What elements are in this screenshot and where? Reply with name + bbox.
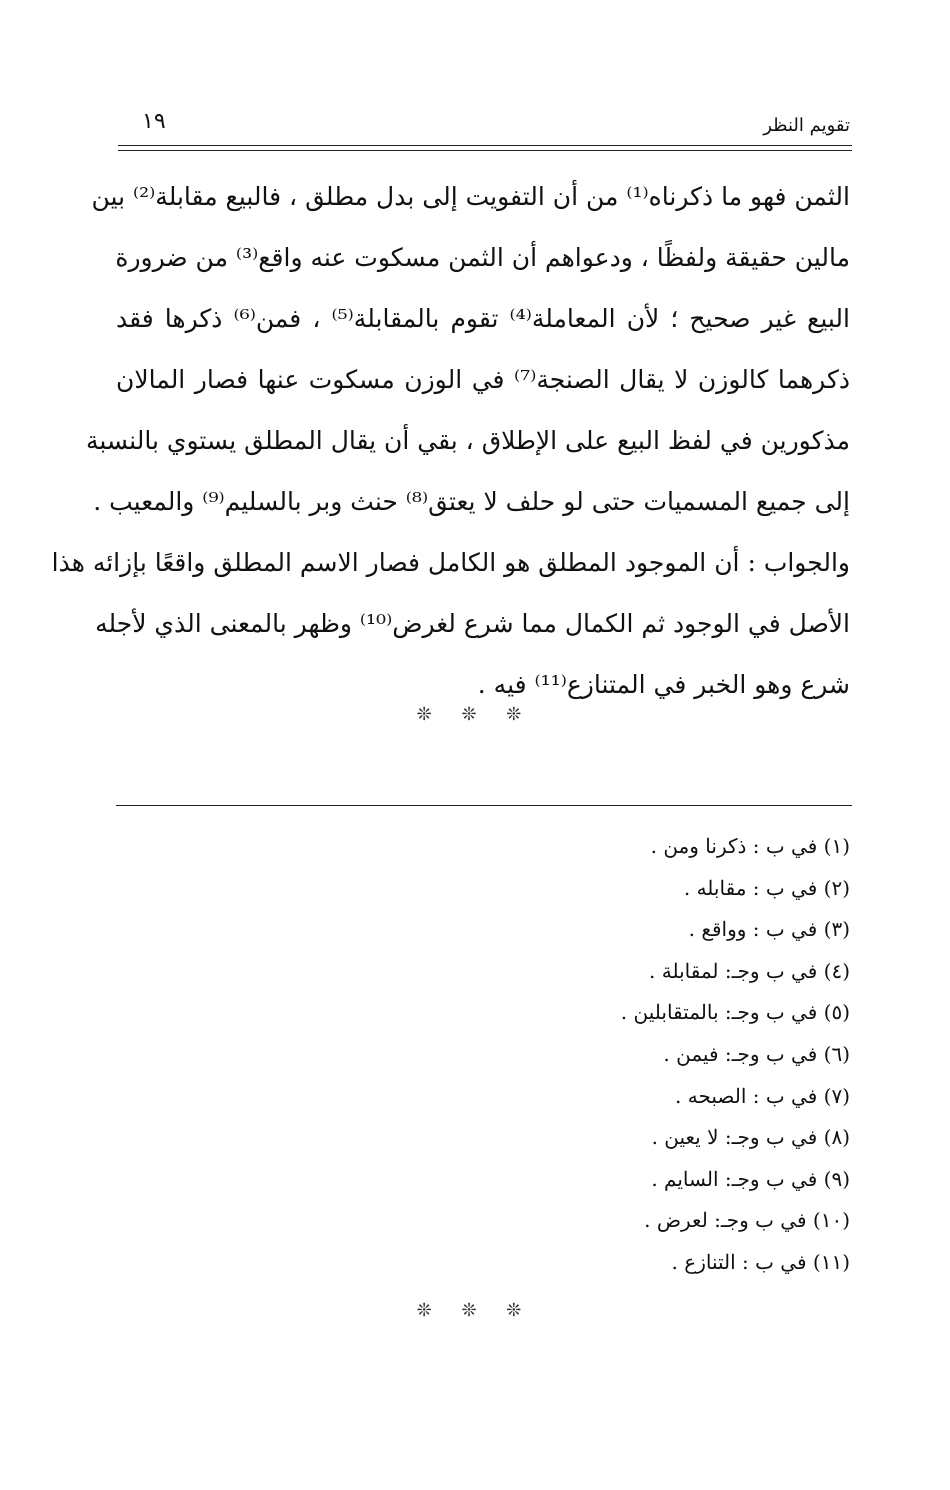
text-line: البيع غير صحيح ؛ لأن المعاملة⁽⁴⁾ تقوم بالمقابلة⁽⁵⁾ ، فمن⁽⁶⁾ ذكرها فقد — [116, 304, 850, 333]
text-line: مذكورين في لفظ البيع على الإطلاق ، بقي أن يقال المطلق يستوي بالنسبة — [85, 426, 850, 455]
footnote-item: (٨) في ب وجـ: لا يعين . — [651, 1125, 850, 1150]
header-rule-top — [118, 145, 852, 146]
footnote-item: (١١) في ب : التنازع . — [671, 1249, 850, 1274]
footnote-item: (٥) في ب وجـ: بالمتقابلين . — [620, 1000, 850, 1025]
footnote-item: (١) في ب : ذكرنا ومن . — [650, 834, 850, 858]
footnote-list — [590, 826, 850, 1284]
text-line: إلى جميع المسميات حتى لو حلف لا يعتق⁽⁸⁾ حنث وبر بالسليم⁽⁹⁾ والمعيب . — [93, 487, 850, 516]
text-line: الثمن فهو ما ذكرناه⁽¹⁾ من أن التفويت إلى بدل مطلق ، فالبيع مقابلة⁽²⁾ بين — [91, 182, 850, 211]
page-header — [118, 100, 850, 144]
header-rule-bottom — [118, 150, 852, 151]
section-separator: ❊ ❊ ❊ — [416, 704, 534, 725]
footnote-item: (٧) في ب : الصبحه . — [675, 1083, 850, 1108]
text-line: والجواب : أن الموجود المطلق هو الكامل فصار الاسم المطلق واقعًا بإزائه هذا — [51, 548, 850, 577]
running-head: تقويم النظر — [763, 115, 850, 136]
main-text — [51, 166, 850, 715]
footnote-item: (١٠) في ب وجـ: لعرض . — [644, 1208, 850, 1233]
end-separator: ❊ ❊ ❊ — [416, 1300, 534, 1321]
text-line: شرع وهو الخبر في المتنازع⁽¹¹⁾ فيه . — [477, 670, 850, 699]
text-line: الأصل في الوجود ثم الكمال مما شرع لغرض⁽¹⁰⁾ وظهر بالمعنى الذي لأجله — [95, 609, 850, 638]
footnote-item: (٢) في ب : مقابله . — [683, 875, 850, 900]
page-number: ١٩ — [142, 109, 166, 134]
footnote-item: (٦) في ب وجـ: فيمن . — [663, 1041, 850, 1066]
text-line: ذكرهما كالوزن لا يقال الصنجة⁽⁷⁾ في الوزن مسكوت عنها فصار المالان — [116, 365, 850, 394]
text-line: مالين حقيقة ولفظًا ، ودعواهم أن الثمن مسكوت عنه واقع⁽³⁾ من ضرورة — [115, 243, 850, 272]
footnote-item: (٣) في ب : وواقع . — [688, 917, 850, 942]
footnote-item: (٩) في ب وجـ: السايم . — [651, 1166, 850, 1191]
footnote-item: (٤) في ب وجـ: لمقابلة . — [649, 958, 850, 983]
footnote-rule — [116, 805, 852, 806]
